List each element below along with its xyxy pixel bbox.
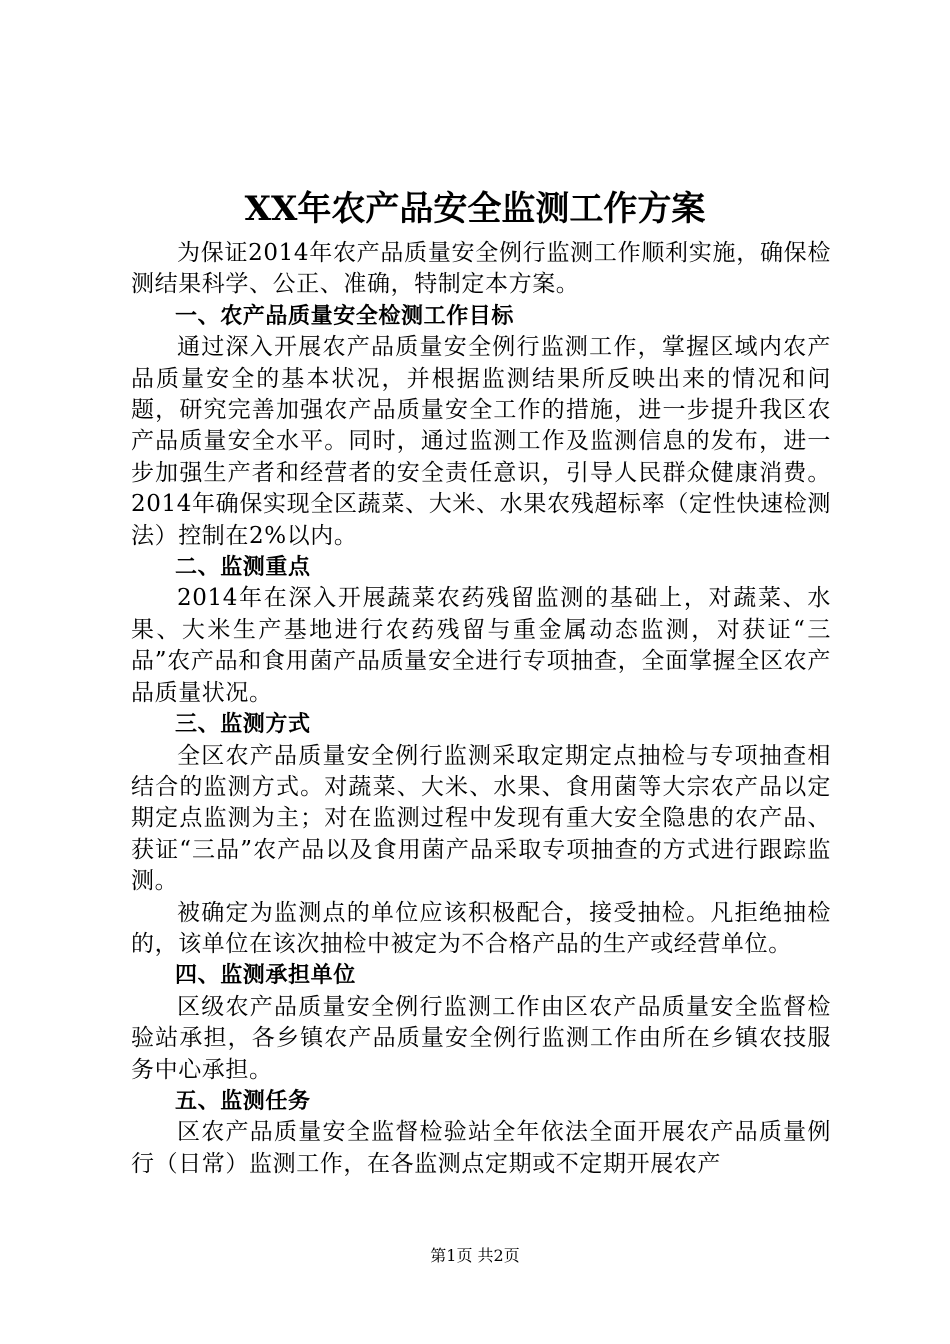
section-heading-goals: 一、农产品质量安全检测工作目标: [175, 303, 515, 329]
section-paragraph: 全区农产品质量安全例行监测采取定期定点抽检与专项抽查相结合的监测方式。对蔬菜、大米、水果、食用菌等大宗农产品以定期定点监测为主；对在监测过程中发现有重大安全隐患的农产品、获证“三品”农产品以及食用菌产品采取专项抽查的方式进行跟踪监测。: [131, 742, 831, 895]
document-title: XX年农产品安全监测工作方案: [244, 189, 706, 229]
section-paragraph: 2014年在深入开展蔬菜农药残留监测的基础上，对蔬菜、水果、大米生产基地进行农药残留与重金属动态监测，对获证“三品”农产品和食用菌产品质量安全进行专项抽查，全面掌握全区农产品质量状况。: [131, 585, 831, 706]
section-heading-focus: 二、监测重点: [175, 555, 311, 581]
section-paragraph: 区级农产品质量安全例行监测工作由区农产品质量安全监督检验站承担，各乡镇农产品质量安全例行监测工作由所在乡镇农技服务中心承担。: [131, 993, 831, 1083]
section-paragraph: 被确定为监测点的单位应该积极配合，接受抽检。凡拒绝抽检的，该单位在该次抽检中被定为不合格产品的生产或经营单位。: [131, 899, 831, 957]
section-heading-tasks: 五、监测任务: [175, 1088, 311, 1114]
section-paragraph: 区农产品质量安全监督检验站全年依法全面开展农产品质量例行（日常）监测工作，在各监测点定期或不定期开展农产: [131, 1119, 831, 1177]
intro-paragraph: 为保证2014年农产品质量安全例行监测工作顺利实施，确保检测结果科学、公正、准确，特制定本方案。: [131, 240, 831, 298]
document-body: [131, 238, 831, 1180]
section-heading-method: 三、监测方式: [175, 712, 311, 738]
section-heading-units: 四、监测承担单位: [175, 963, 356, 989]
page-footer: 第1页 共2页: [430, 1246, 520, 1265]
section-paragraph: 通过深入开展农产品质量安全例行监测工作，掌握区域内农产品质量安全的基本状况，并根据监测结果所反映出来的情况和问题，研究完善加强农产品质量安全工作的措施，进一步提升我区农产品质量安全水平。同时，通过监测工作及监测信息的发布，进一步加强生产者和经营者的安全责任意识，引导人民群众健康消费。2014年确保实现全区蔬菜、大米、水果农残超标率（定性快速检测法）控制在2%以内。: [131, 334, 831, 549]
